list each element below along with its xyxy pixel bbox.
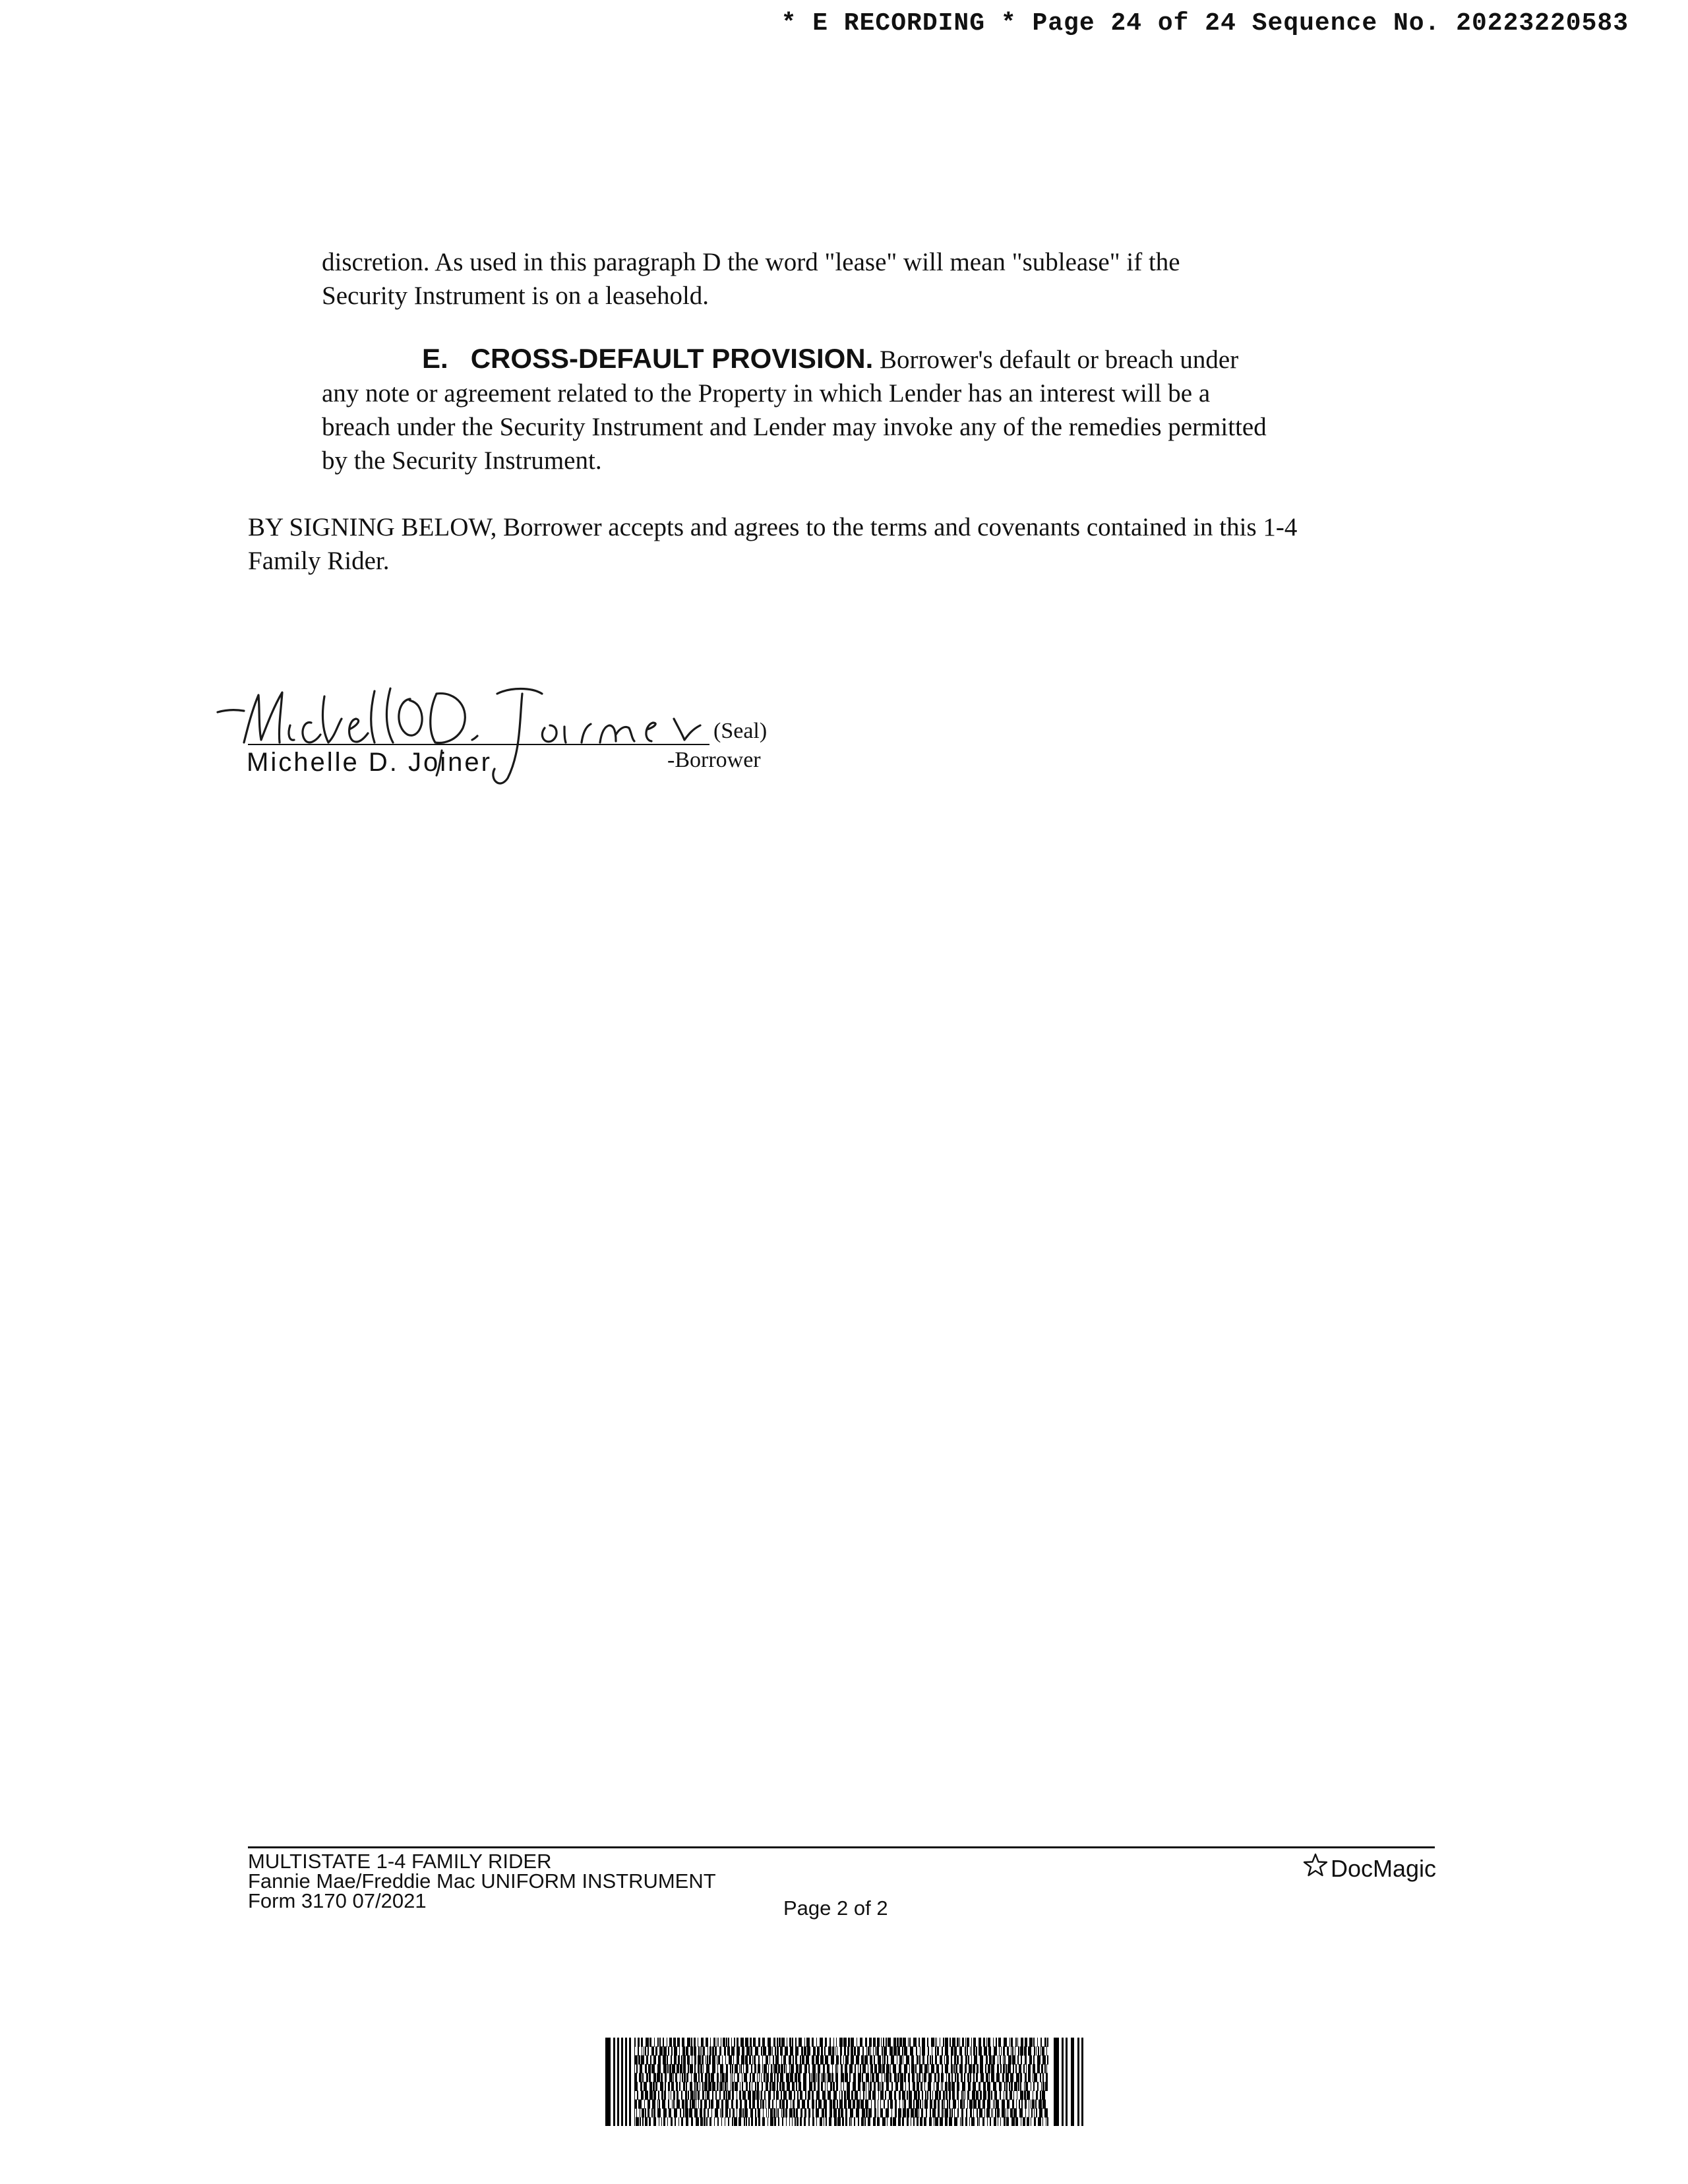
paragraph-line: BY SIGNING BELOW, Borrower accepts and agrees to the terms and covenants contained in this 1-4	[248, 513, 1298, 541]
section-first-line-text: Borrower's default or breach under	[880, 346, 1239, 374]
section-letter: E.	[422, 343, 448, 374]
paragraph-line: Security Instrument is on a leasehold.	[322, 282, 709, 310]
section-e-cross-default	[322, 342, 1390, 477]
form-number: Form 3170 07/2021	[248, 1889, 427, 1912]
section-heading	[422, 343, 873, 374]
star-outline-icon	[1303, 1853, 1328, 1883]
section-title: CROSS-DEFAULT PROVISION.	[470, 343, 874, 374]
signing-statement	[248, 510, 1435, 578]
signer-name: Michelle D. Joiner	[247, 748, 492, 777]
footer-rule	[248, 1846, 1435, 1848]
docmagic-logo	[1303, 1853, 1436, 1883]
paragraph-line: breach under the Security Instrument and Lender may invoke any of the remedies permitted	[322, 413, 1267, 441]
form-title: MULTISTATE 1-4 FAMILY RIDER	[248, 1850, 552, 1873]
paragraph-line: discretion. As used in this paragraph D the word "lease" will mean "sublease" if the	[322, 248, 1180, 276]
page-number: Page 2 of 2	[783, 1896, 888, 1920]
instrument-name: Fannie Mae/Freddie Mac UNIFORM INSTRUMENT	[248, 1869, 716, 1893]
paragraph-d-tail	[322, 245, 1350, 313]
paragraph-line: Family Rider.	[248, 547, 390, 575]
seal-label: (Seal)	[713, 719, 768, 743]
recording-header: * E RECORDING * Page 24 of 24 Sequence No. 20223220583	[781, 9, 1629, 38]
paragraph-line: by the Security Instrument.	[322, 446, 602, 475]
pdf417-barcode	[605, 2038, 1084, 2126]
footer-form-info	[248, 1852, 716, 1911]
paragraph-line: any note or agreement related to the Property in which Lender has an interest will be a	[322, 379, 1211, 408]
section-e-first-line	[322, 342, 1390, 377]
signer-role: -Borrower	[667, 748, 761, 772]
brand-name: DocMagic	[1331, 1855, 1437, 1882]
signature-line	[248, 744, 709, 745]
